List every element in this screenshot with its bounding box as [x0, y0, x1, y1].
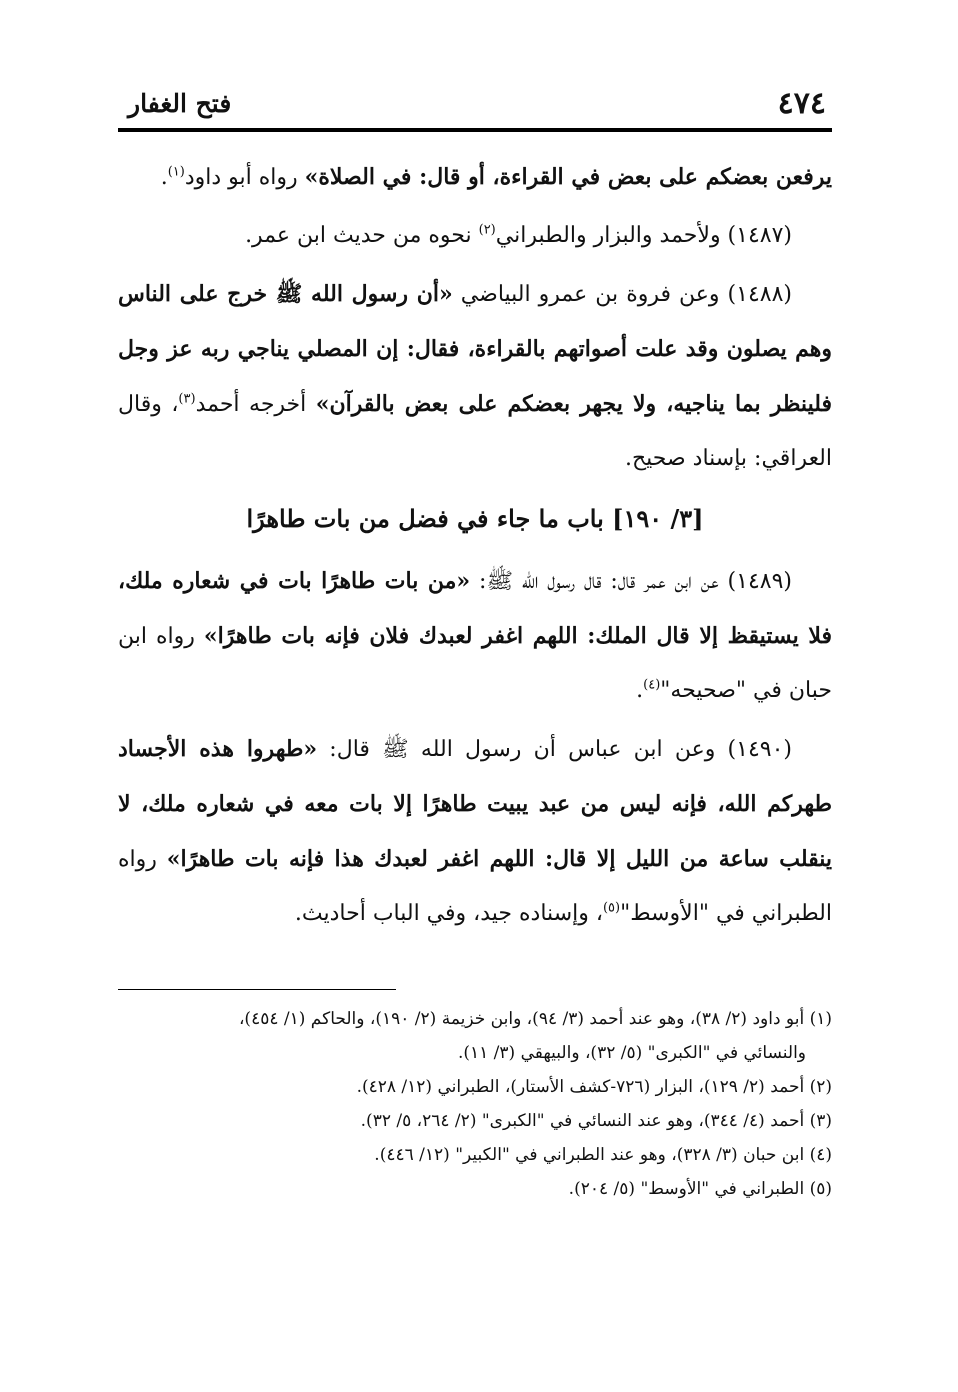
footnote-1-continued: والنسائي في "الكبرى" (٥/ ٣٢)، والبيهقي (٣/ ١١).: [457, 1043, 806, 1063]
footnote-ref: (١): [167, 164, 185, 180]
citation-text: رواه أبو داود: [184, 165, 305, 190]
hadith-text: «أن رسول الله ﷺ خرج على الناس وهم يصلون وقد علت أصواتهم بالقراءة، فقال: إن المصلي يناجي ربه عز وجل فلينظر بما يناجيه، ولا يجهر بعضكم على بعض بالقرآن»: [118, 281, 833, 417]
paragraph-continuation: [118, 150, 832, 205]
footnote-3: (٣) أحمد (٤/ ٣٤٤)، وهو عند النسائي في "الكبرى" (٢/ ٢٦٤، ٥/ ٣٢).: [360, 1111, 832, 1131]
citation-text: أخرجه أحمد: [195, 392, 316, 417]
header-rule: [118, 128, 832, 132]
hadith-text: يرفعن بعضكم على بعض في القراءة، أو قال: في الصلاة»: [304, 164, 832, 190]
hadith-number-text: (١٤٨٧) ولأحمد والبزار والطبراني: [495, 223, 792, 248]
footnote-5: (٥) الطبراني في "الأوسط" (٥/ ٢٠٤).: [568, 1179, 832, 1199]
paragraph-1487: [118, 209, 832, 263]
footnote-2: (٢) أحمد (٢/ ١٢٩)، البزار (٧٢٦-كشف الأستار)، الطبراني (١٢/ ٤٢٨).: [356, 1077, 832, 1097]
hadith-lead: (١٤٨٩) عن ابن عمر قال: قال رسول الله ﷺ:: [470, 569, 792, 594]
hadith-text: «طهروا هذه الأجساد طهركم الله، فإنه ليس من عبد يبيت طاهرًا إلا بات معه في شعاره ملك، لا ينقلب ساعة من الليل إلا قال: اللهم اغفر لعبدك هذا فإنه بات طاهرًا»: [118, 736, 833, 872]
paragraph-end: .: [160, 165, 168, 190]
paragraph-1489: [118, 554, 832, 718]
footnote-ref: (٤): [643, 677, 661, 693]
paragraph-end: .: [636, 678, 644, 703]
paragraph-1490: [118, 722, 832, 941]
main-text: [118, 150, 832, 945]
footnote-ref: (٣): [178, 391, 196, 407]
citation-text: رواه ابن حبان في "صحيحه": [118, 624, 832, 703]
paragraph-end: ، وإسناده جيد، وفي الباب أحاديث.: [294, 901, 603, 926]
page-header: [118, 84, 832, 126]
paragraph-1488: [118, 267, 832, 486]
footnote-ref: (٢): [478, 222, 496, 238]
paragraph-end: نحوه من حديث ابن عمر.: [245, 223, 479, 248]
paragraph-end: ، وقال العراقي: بإسناد صحيح.: [118, 392, 832, 471]
footnote-separator: [118, 989, 396, 990]
footnote-ref: (٥): [602, 900, 621, 916]
chapter-heading: [٣/ ١٩٠] باب ما جاء في فضل من بات طاهرًا: [246, 504, 704, 533]
book-page: [118, 84, 833, 1199]
hadith-text: «من بات طاهرًا بات في شعاره ملك، فلا يستيقظ إلا قال الملك: اللهم اغفر لعبدك فلان فإنه بات طاهرًا»: [118, 568, 833, 649]
footnote-4: (٤) ابن حبان (٣/ ٣٢٨)، وهو عند الطبراني في "الكبير" (١٢/ ٤٤٦).: [374, 1145, 832, 1165]
hadith-lead: (١٤٨٨) وعن فروة بن عمرو البياضي: [452, 282, 792, 307]
citation-text: رواه الطبراني في "الأوسط": [118, 847, 832, 926]
footnote-1: (١) أبو داود (٢/ ٣٨)، وهو عند أحمد (٣/ ٩٤)، وابن خزيمة (٢/ ١٩٠)، والحاكم (١/ ٤٥٤)،: [238, 1009, 832, 1029]
page-number: ٤٧٤: [777, 86, 826, 121]
footnotes: [118, 1002, 832, 1206]
running-title: فتح الغفار: [128, 89, 232, 118]
hadith-lead: (١٤٩٠) وعن ابن عباس أن رسول الله ﷺ قال:: [317, 737, 792, 762]
